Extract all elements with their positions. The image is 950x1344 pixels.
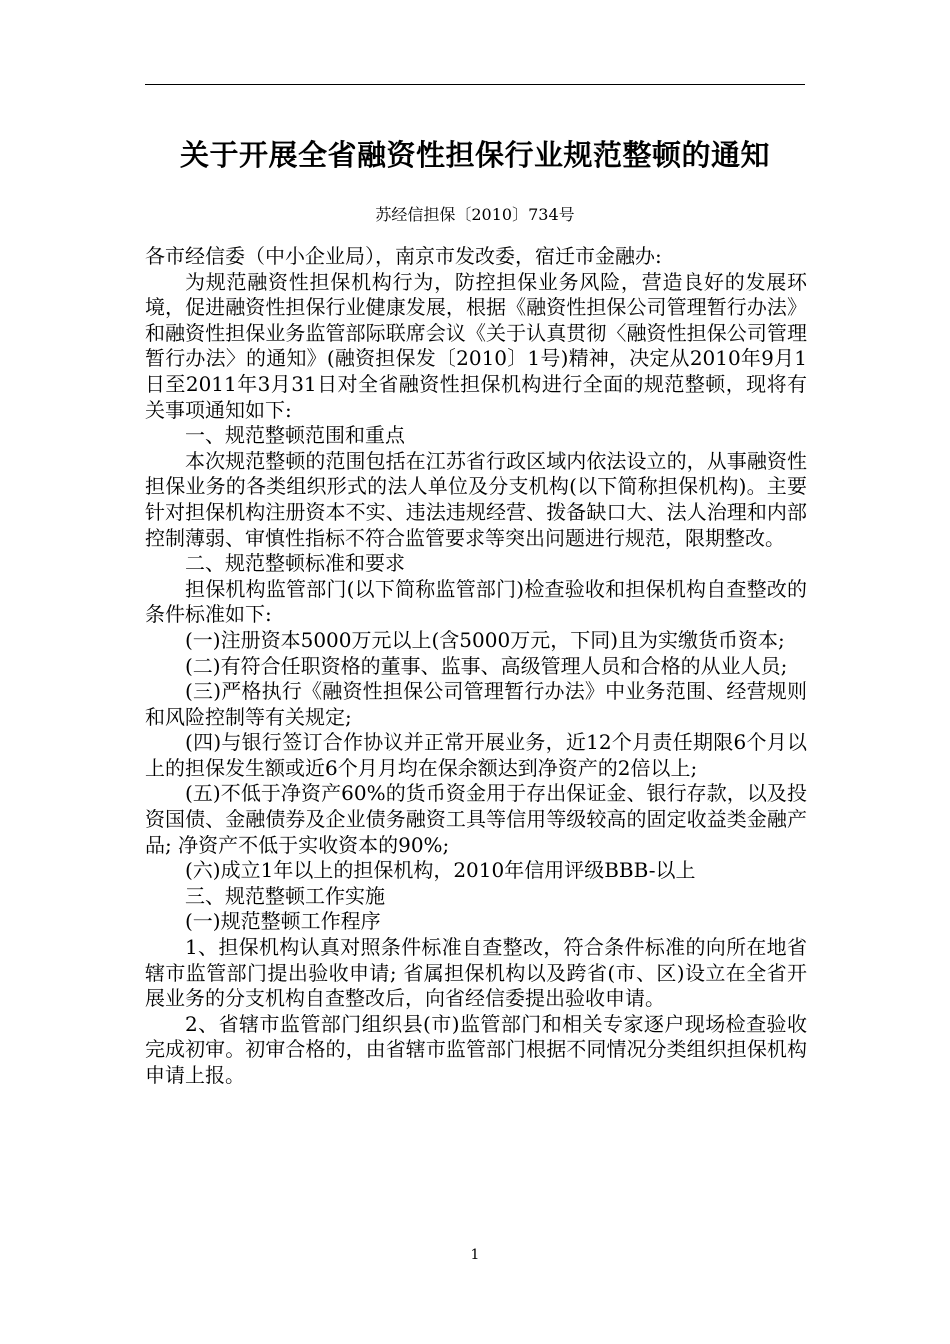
section-heading-1: 一、规范整顿范围和重点 [185, 423, 405, 448]
procedure-step: 1、担保机构认真对照条件标准自查整改，符合条件标准的向所在地省辖市监管部门提出验收申请; 省属担保机构以及跨省(市、区)设立在全省开展业务的分支机构自查整改后，向省经信委提出验收申请。 [145, 935, 807, 1011]
list-item: (六)成立1年以上的担保机构，2010年信用评级BBB-以上 [185, 858, 696, 883]
intro-paragraph: 为规范融资性担保机构行为，防控担保业务风险，营造良好的发展环境，促进融资性担保行业健康发展，根据《融资性担保公司管理暂行办法》和融资性担保业务监管部际联席会议《关于认真贯彻〈融资性担保公司管理暂行办法〉的通知》(融资担保发〔2010〕1号)精神，决定从2010年9月1日至2011年3月31日对全省融资性担保机构进行全面的规范整顿，现将有关事项通知如下: [145, 269, 807, 422]
subsection-heading: (一)规范整顿工作程序 [185, 909, 381, 934]
list-item: (四)与银行签订合作协议并正常开展业务，近12个月责任期限6个月以上的担保发生额或近6个月月均在保余额达到净资产的2倍以上; [145, 730, 807, 780]
addressee-line: 各市经信委（中小企业局），南京市发改委，宿迁市金融办: [145, 244, 662, 268]
header-rule [145, 84, 805, 85]
section-heading-3: 三、规范整顿工作实施 [185, 883, 385, 908]
document-body [145, 244, 807, 1089]
body-paragraph: 担保机构监管部门(以下简称监管部门)检查验收和担保机构自查整改的条件标准如下: [145, 576, 807, 627]
section-heading-2: 二、规范整顿标准和要求 [185, 551, 405, 576]
document-title: 关于开展全省融资性担保行业规范整顿的通知 [179, 138, 770, 172]
page-number: 1 [470, 1247, 480, 1263]
body-paragraph: 本次规范整顿的范围包括在江苏省行政区域内依法设立的，从事融资性担保业务的各类组织形式的法人单位及分支机构(以下简称担保机构)。主要针对担保机构注册资本不实、违法违规经营、拨备缺口大、法人治理和内部控制薄弱、审慎性指标不符合监管要求等突出问题进行规范，限期整改。 [145, 448, 807, 550]
document-number: 苏经信担保〔2010〕734号 [375, 205, 575, 224]
list-item: (三)严格执行《融资性担保公司管理暂行办法》中业务范围、经营规则和风险控制等有关规定; [145, 679, 807, 729]
list-item: (一)注册资本5000万元以上(含5000万元，下同)且为实缴货币资本; [185, 627, 785, 652]
list-item: (二)有符合任职资格的董事、监事、高级管理人员和合格的从业人员; [185, 653, 788, 678]
list-item: (五)不低于净资产60%的货币资金用于存出保证金、银行存款，以及投资国债、金融债券及企业债务融资工具等信用等级较高的固定收益类金融产品; 净资产不低于实收资本的90%; [145, 781, 807, 857]
procedure-step: 2、省辖市监管部门组织县(市)监管部门和相关专家逐户现场检查验收完成初审。初审合格的，由省辖市监管部门根据不同情况分类组织担保机构申请上报。 [145, 1011, 807, 1087]
